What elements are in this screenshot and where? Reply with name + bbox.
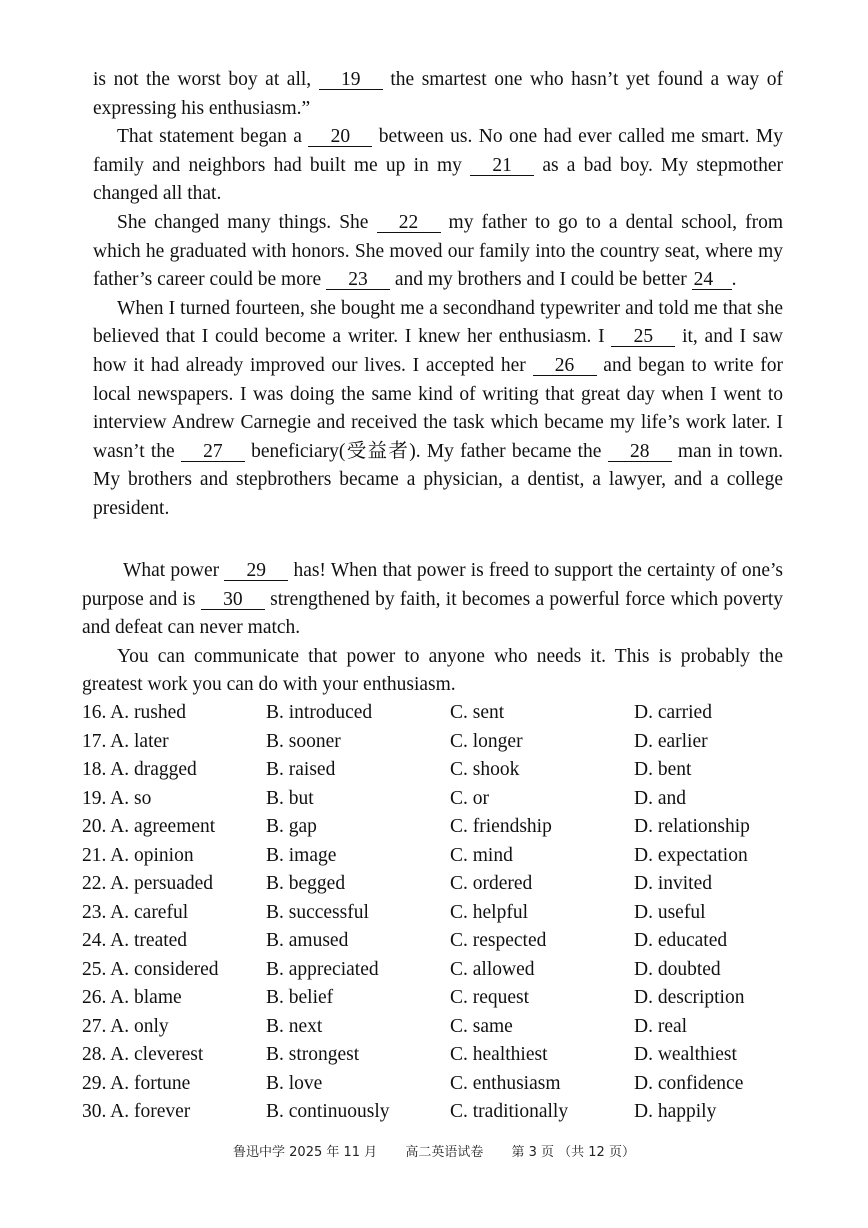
option-a: 26. A. blame xyxy=(82,987,182,1008)
option-d: D. carried xyxy=(634,702,712,723)
text: the smartest one who hasn’t yet found a way of expressing his enthusiasm.” xyxy=(93,69,783,119)
option-b: B. appreciated xyxy=(266,958,379,980)
option-row-24 xyxy=(82,927,783,956)
blank-24: 24 xyxy=(692,271,732,290)
option-d: D. happily xyxy=(634,1101,717,1122)
option-a: 25. A. considered xyxy=(82,958,219,980)
option-c: C. helpful xyxy=(450,901,528,923)
text: and began to write for local newspapers. I was doing the same kind of writing that great day when I went to interview Andrew Carnegie and received the task which became my life’s work later. I wasn’t the xyxy=(93,354,783,462)
option-d: D. expectation xyxy=(634,844,748,866)
footer-exam-title: 高二英语试卷 xyxy=(405,1145,484,1160)
passage-text-continued xyxy=(82,557,783,700)
option-a: 27. A. only xyxy=(82,1015,169,1037)
blank-27: 27 xyxy=(181,443,245,462)
text: What power xyxy=(123,560,225,581)
text: as a bad boy. My stepmother changed all that. xyxy=(93,154,783,205)
option-row-19 xyxy=(82,785,783,814)
option-row-25 xyxy=(82,956,783,985)
option-d: D. invited xyxy=(634,873,712,894)
text: You can communicate that power to anyone who needs it. This is probably the greatest work you can do with your enthusiasm. xyxy=(82,645,783,696)
option-d: D. earlier xyxy=(634,730,708,752)
option-row-20 xyxy=(82,813,783,842)
option-b: B. but xyxy=(266,787,314,809)
text: it, and I saw how it had already improved our lives. I accepted her xyxy=(93,326,783,376)
blank-26: 26 xyxy=(533,357,597,376)
option-b: B. image xyxy=(266,844,337,866)
option-c: C. allowed xyxy=(450,958,535,980)
paragraph-5 xyxy=(82,557,783,643)
paragraph-4 xyxy=(93,295,783,524)
option-row-28 xyxy=(82,1041,783,1070)
option-a: 19. A. so xyxy=(82,787,152,809)
option-row-26 xyxy=(82,984,783,1013)
option-d: D. relationship xyxy=(634,816,750,837)
text: is not the worst boy at all, xyxy=(93,69,319,90)
paragraph-2 xyxy=(93,123,783,209)
option-c: C. longer xyxy=(450,730,523,752)
option-b: B. gap xyxy=(266,816,317,837)
option-a: 16. A. rushed xyxy=(82,702,186,723)
blank-25: 25 xyxy=(611,328,675,347)
option-d: D. useful xyxy=(634,901,706,923)
option-row-21 xyxy=(82,842,783,871)
passage-text xyxy=(93,66,783,524)
option-a: 17. A. later xyxy=(82,730,169,752)
option-d: D. and xyxy=(634,787,686,809)
option-row-29 xyxy=(82,1070,783,1099)
option-d: D. description xyxy=(634,987,745,1008)
option-c: C. enthusiasm xyxy=(450,1072,561,1094)
text: man in town. My brothers and stepbrothers became a physician, a dentist, a lawyer, and a college president. xyxy=(93,440,783,519)
option-row-18 xyxy=(82,756,783,785)
blank-23: 23 xyxy=(326,271,390,290)
option-a: 18. A. dragged xyxy=(82,759,197,780)
blank-22: 22 xyxy=(377,214,441,233)
option-b: B. introduced xyxy=(266,702,373,723)
option-a: 23. A. careful xyxy=(82,901,189,923)
text: She changed many things. She xyxy=(117,211,377,233)
option-b: B. sooner xyxy=(266,730,341,752)
option-c: C. mind xyxy=(450,844,513,866)
option-c: C. healthiest xyxy=(450,1044,548,1065)
option-c: C. friendship xyxy=(450,816,552,837)
option-b: B. begged xyxy=(266,873,346,894)
option-row-30 xyxy=(82,1098,783,1127)
option-row-22 xyxy=(82,870,783,899)
text: strengthened by faith, it becomes a powerful force which poverty and defeat can never match. xyxy=(82,588,783,639)
option-a: 30. A. forever xyxy=(82,1101,191,1122)
option-c: C. traditionally xyxy=(450,1101,569,1122)
option-a: 20. A. agreement xyxy=(82,816,216,837)
option-b: B. continuously xyxy=(266,1101,390,1122)
text: . xyxy=(731,269,737,291)
option-b: B. strongest xyxy=(266,1044,360,1065)
option-b: B. belief xyxy=(266,987,334,1008)
option-b: B. love xyxy=(266,1072,323,1094)
blank-28: 28 xyxy=(608,443,672,462)
option-c: C. ordered xyxy=(450,873,533,894)
option-row-23 xyxy=(82,899,783,928)
option-row-27 xyxy=(82,1013,783,1042)
option-a: 22. A. persuaded xyxy=(82,873,214,894)
blank-30: 30 xyxy=(201,591,265,610)
option-d: D. confidence xyxy=(634,1072,744,1094)
option-a: 21. A. opinion xyxy=(82,844,194,866)
blank-19: 19 xyxy=(319,71,383,90)
footer-page-number: 第 3 页 （共 12 页） xyxy=(511,1145,635,1160)
text: That statement began a xyxy=(117,126,309,148)
option-d: D. educated xyxy=(634,930,728,951)
option-c: C. request xyxy=(450,987,530,1008)
footer-school: 鲁迅中学 2025 年 11 月 xyxy=(233,1145,378,1160)
text: my father to go to a dental school, from which he graduated with honors. She moved our family into the country seat, where my father’s career could be more xyxy=(93,211,783,291)
option-c: C. same xyxy=(450,1015,513,1037)
option-row-16 xyxy=(82,699,783,728)
blank-29: 29 xyxy=(224,562,288,581)
option-c: C. respected xyxy=(450,930,547,951)
text: and my brothers and I could be better xyxy=(389,269,692,291)
blank-21: 21 xyxy=(470,157,534,176)
answer-options xyxy=(82,699,783,1127)
option-d: D. doubted xyxy=(634,958,721,980)
option-d: D. real xyxy=(634,1015,688,1037)
option-c: C. or xyxy=(450,787,489,809)
option-b: B. raised xyxy=(266,759,336,780)
option-b: B. successful xyxy=(266,901,369,923)
text: between us. No one had ever called me smart. My family and neighbors had built me up in my xyxy=(93,126,783,176)
text: has! When that power is freed to support the certainty of one’s purpose and is xyxy=(82,560,783,610)
page-footer xyxy=(0,1141,868,1160)
option-b: B. amused xyxy=(266,930,349,951)
option-c: C. shook xyxy=(450,759,520,780)
option-a: 28. A. cleverest xyxy=(82,1044,204,1065)
paragraph-1 xyxy=(93,66,783,123)
paragraph-3 xyxy=(93,209,783,295)
text: beneficiary(受益者). My father became the xyxy=(244,440,608,462)
option-c: C. sent xyxy=(450,702,505,723)
option-row-17 xyxy=(82,728,783,757)
option-a: 24. A. treated xyxy=(82,930,188,951)
option-a: 29. A. fortune xyxy=(82,1072,191,1094)
option-d: D. bent xyxy=(634,759,692,780)
text: When I turned fourteen, she bought me a secondhand typewriter and told me that she believed that I could become a writer. I knew her enthusiasm. I xyxy=(93,297,783,348)
blank-20: 20 xyxy=(308,128,372,147)
option-d: D. wealthiest xyxy=(634,1044,737,1065)
option-b: B. next xyxy=(266,1015,323,1037)
paragraph-6 xyxy=(82,643,783,700)
